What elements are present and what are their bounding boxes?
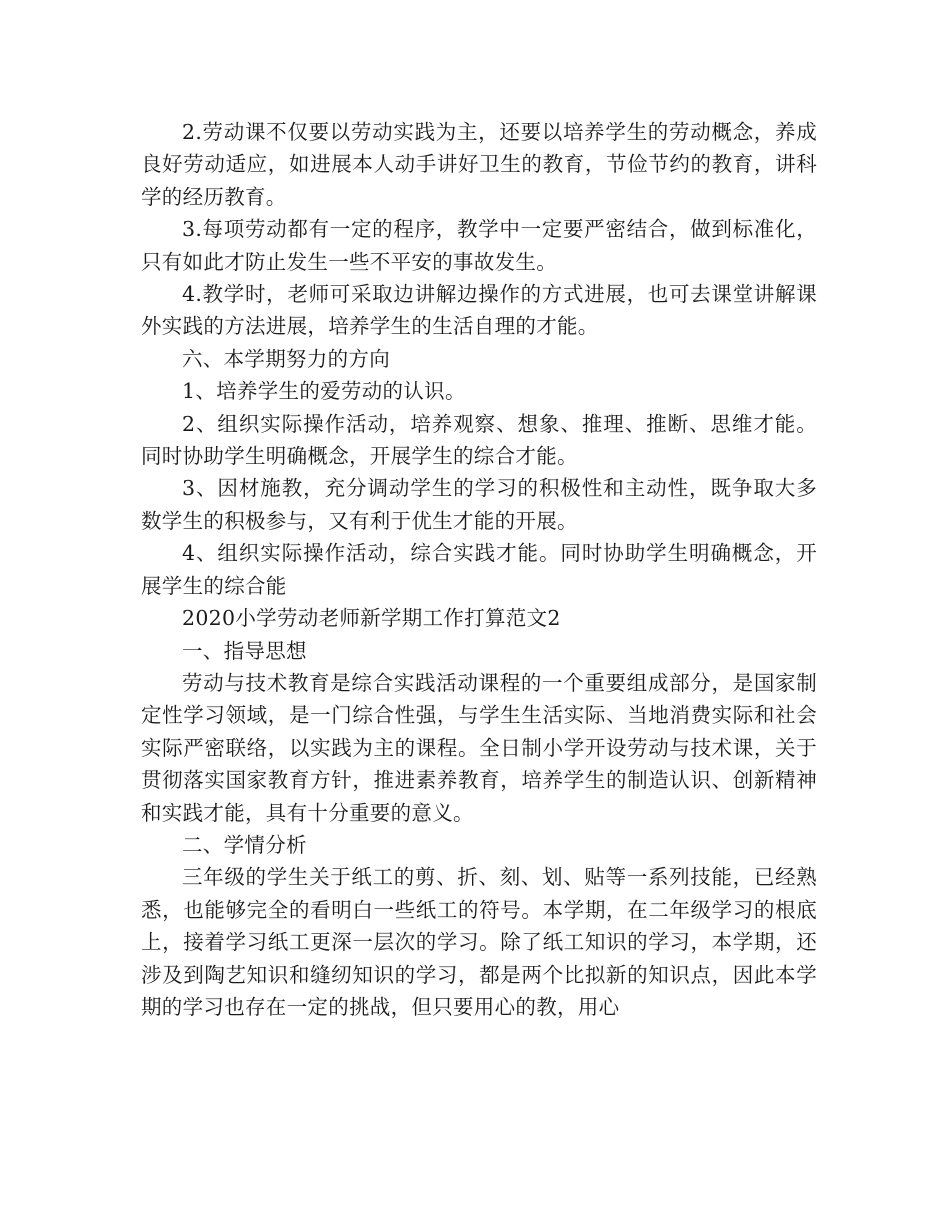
paragraph-item-1: 1、培养学生的爱劳动的认识。 [182, 379, 466, 404]
paragraph-item-4: 4、组织实际操作活动，综合实践才能。同时协助学生明确概念，开展学生的综合能 [141, 541, 817, 598]
document-page [141, 116, 817, 1023]
paragraph-labor-concept: 2.劳动课不仅要以劳动实践为主，还要以培养学生的劳动概念，养成良好劳动适应，如进展本人动手讲好卫生的教育，节俭节约的教育，讲科学的经历教育。 [141, 120, 817, 209]
section-heading-direction: 六、本学期努力的方向 [182, 346, 390, 371]
paragraph-item-3: 3、因材施教，充分调动学生的学习的积极性和主动性，既争取大多数学生的积极参与，又有利于优生才能的开展。 [141, 476, 817, 533]
paragraph-teaching-method: 4.教学时，老师可采取边讲解边操作的方式进展，也可去课堂讲解课外实践的方法进展，培养学生的生活自理的才能。 [141, 282, 817, 339]
paragraph-procedure: 3.每项劳动都有一定的程序，教学中一定要严密结合，做到标准化，只有如此才防止发生一些不平安的事故发生。 [141, 217, 817, 274]
paragraph-item-2: 2、组织实际操作活动，培养观察、想象、推理、推断、思维才能。同时协助学生明确概念，开展学生的综合才能。 [141, 411, 817, 469]
section-heading-analysis: 二、学情分析 [182, 832, 307, 857]
document-subtitle: 2020小学劳动老师新学期工作打算范文2 [182, 606, 561, 631]
paragraph-guiding-thought: 劳动与技术教育是综合实践活动课程的一个重要组成部分，是国家制定性学习领域，是一门综合性强，与学生生活实际、当地消费实际和社会实际严密联络，以实践为主的课程。全日制小学开设劳动与技术课，关于贯彻落实国家教育方针，推进素养教育，培养学生的制造认识、创新精神和实践才能，具有十分重要的意义。 [141, 670, 817, 825]
section-heading-guiding: 一、指导思想 [182, 638, 307, 663]
paragraph-student-analysis: 三年级的学生关于纸工的剪、折、刻、划、贴等一系列技能，已经熟悉，也能够完全的看明白一些纸工的符号。本学期，在二年级学习的根底上，接着学习纸工更深一层次的学习。除了纸工知识的学习，本学期，还涉及到陶艺知识和缝纫知识的学习，都是两个比拟新的知识点，因此本学期的学习也存在一定的挑战，但只要用心的教，用心 [141, 865, 817, 1019]
